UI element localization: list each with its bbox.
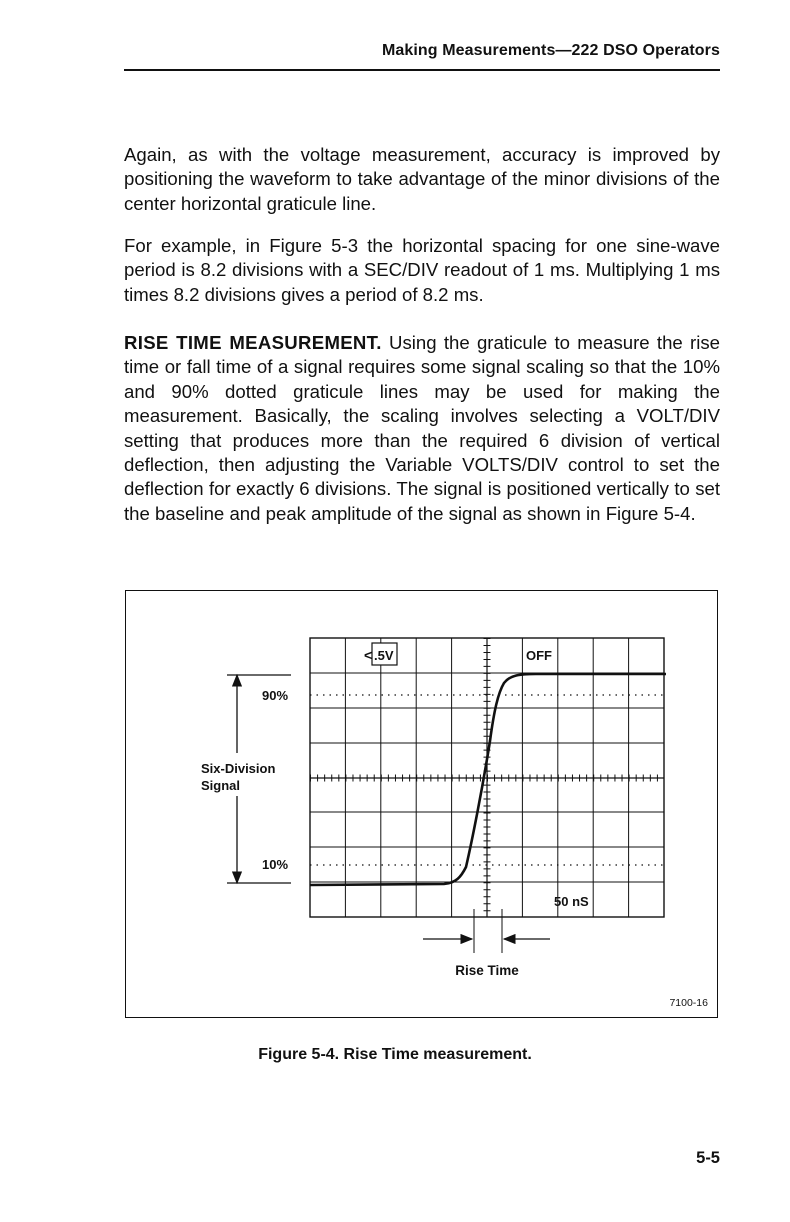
paragraph-accuracy: Again, as with the voltage measurement, accuracy is improved by positioning the waveform to take advantage of the minor divisions of the center horizontal graticule line. <box>124 144 720 214</box>
six-division-label: Six‑Division <box>201 761 276 776</box>
volts-arrow: < <box>364 647 373 663</box>
rise-time-label: Rise Time <box>455 963 519 978</box>
label-90-percent: 90% <box>262 688 289 703</box>
figure-5-4 <box>125 590 718 1018</box>
time-per-div-readout: 50 nS <box>554 894 589 909</box>
figure-caption: Figure 5‑4. Rise Time measurement. <box>258 1046 532 1063</box>
trigger-off-readout: OFF <box>526 648 552 663</box>
rise-time-body: Using the graticule to measure the rise time or fall time of a signal requires some signal scaling so that the 10% and 90% dotted graticule lines may be used for making the measurement. Basically, the scaling involves selecting a VOLT/DIV setting that produces more than the required 6 division of vertical deflection, then adjusting the Variable VOLTS/DIV control to set the deflection for exactly 6 divisions. The signal is positioned vertically to set the baseline and peak amplitude of the signal as shown in Figure 5‑4. <box>124 332 720 524</box>
label-10-percent: 10% <box>262 857 289 872</box>
rise-time-heading: RISE TIME MEASUREMENT. <box>124 332 382 353</box>
paragraph-example: For example, in Figure 5‑3 the horizontal spacing for one sine‑wave period is 8.2 divisions with a SEC/DIV readout of 1 ms. Multiplying 1 ms times 8.2 divisions gives a period of 8.2 ms. <box>124 235 720 305</box>
page-number: 5‑5 <box>696 1149 720 1167</box>
figure-id: 7100‑16 <box>669 997 708 1009</box>
signal-label: Signal <box>201 778 241 793</box>
rise-time-diagram <box>126 591 717 1017</box>
header-rule <box>124 69 720 71</box>
paragraph-rise-time <box>124 331 720 526</box>
volts-readout: .5V <box>374 648 394 663</box>
running-header: Making Measurements—222 DSO Operators <box>381 42 720 59</box>
